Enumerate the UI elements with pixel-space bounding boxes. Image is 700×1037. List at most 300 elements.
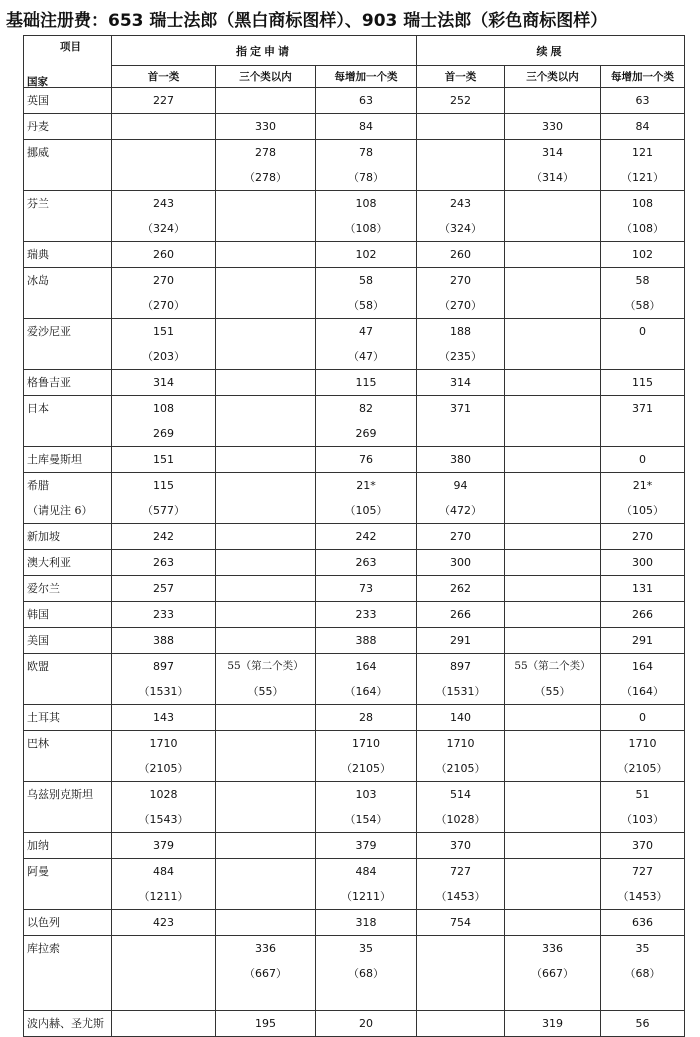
fee-value: （667） xyxy=(244,967,287,980)
fee-value: 121 xyxy=(632,146,654,159)
table-row xyxy=(24,524,685,550)
fee-value: 56 xyxy=(635,1017,650,1030)
country-name: 加纳 xyxy=(27,839,49,852)
country-cell xyxy=(24,550,112,576)
fee-value: 266 xyxy=(450,608,471,621)
fee-value: 102 xyxy=(355,248,377,261)
renewal-each-additional-cell xyxy=(601,473,685,524)
fee-value: 242 xyxy=(355,530,377,543)
renewal-three-classes-cell xyxy=(505,731,601,782)
fee-value: 195 xyxy=(255,1017,276,1030)
fee-value: （1211） xyxy=(341,890,391,903)
renewal-first-class-cell xyxy=(417,936,505,1011)
country-name: 以色列 xyxy=(27,916,60,929)
fee-value: 484 xyxy=(355,865,377,878)
table-row xyxy=(24,396,685,447)
renewal-three-classes-cell xyxy=(505,114,601,140)
fee-value: 140 xyxy=(450,711,471,724)
country-name: 丹麦 xyxy=(27,120,49,133)
fee-value: （68） xyxy=(624,967,661,980)
renewal-each-additional-cell xyxy=(601,602,685,628)
fee-value: 266 xyxy=(632,608,654,621)
fee-value: 314 xyxy=(542,146,563,159)
fee-value: 58 xyxy=(635,274,650,287)
fee-value: 28 xyxy=(359,711,373,724)
table-row xyxy=(24,319,685,370)
fee-value: 55（第二个类） xyxy=(514,660,591,672)
fee-value: 0 xyxy=(639,453,647,466)
fee-value: 188 xyxy=(450,325,471,338)
designated-each-additional-cell xyxy=(316,140,417,191)
fee-value: 233 xyxy=(153,608,174,621)
country-name: 巴林 xyxy=(27,737,49,750)
designated-first-class-cell xyxy=(112,140,216,191)
table-row xyxy=(24,782,685,833)
fee-value: 131 xyxy=(632,582,654,595)
fee-value: （324） xyxy=(142,222,185,235)
designated-three-classes-cell xyxy=(216,140,316,191)
designated-each-additional-cell xyxy=(316,242,417,268)
fee-value: 51 xyxy=(635,788,650,801)
table-row xyxy=(24,191,685,242)
fee-value: 260 xyxy=(450,248,471,261)
country-name: 新加坡 xyxy=(27,530,60,543)
fee-value: 243 xyxy=(153,197,174,210)
renewal-each-additional-cell xyxy=(601,859,685,910)
fee-value: 270 xyxy=(632,530,654,543)
renewal-each-additional-cell xyxy=(601,319,685,370)
fee-value: （270） xyxy=(142,299,185,312)
renewal-each-additional-cell xyxy=(601,628,685,654)
renewal-each-additional-cell xyxy=(601,268,685,319)
country-name: 韩国 xyxy=(27,608,49,621)
designated-first-class-cell xyxy=(112,268,216,319)
fee-value: 143 xyxy=(153,711,174,724)
fee-value: （1453） xyxy=(617,890,668,903)
fee-table xyxy=(23,35,685,1037)
designated-first-class-cell xyxy=(112,370,216,396)
renewal-three-classes-cell xyxy=(505,242,601,268)
renewal-first-class-cell xyxy=(417,550,505,576)
renewal-first-class-cell xyxy=(417,447,505,473)
fee-value: 73 xyxy=(359,582,373,595)
designated-each-additional-cell xyxy=(316,191,417,242)
fee-value: 1710 xyxy=(628,737,657,750)
renewal-first-class-cell xyxy=(417,654,505,705)
fee-value: 380 xyxy=(450,453,471,466)
country-cell xyxy=(24,654,112,705)
designated-three-classes-cell xyxy=(216,859,316,910)
country-cell xyxy=(24,396,112,447)
country-cell xyxy=(24,1011,112,1037)
country-cell xyxy=(24,140,112,191)
fee-value: 94 xyxy=(453,479,468,492)
renewal-first-class-cell xyxy=(417,910,505,936)
renewal-three-classes-cell xyxy=(505,833,601,859)
renewal-first-class-cell xyxy=(417,319,505,370)
renewal-three-classes-cell xyxy=(505,88,601,114)
renewal-three-classes-cell xyxy=(505,319,601,370)
fee-value: 1028 xyxy=(149,788,178,801)
designated-three-classes-header: 三个类以内 xyxy=(216,66,316,88)
designated-first-class-cell xyxy=(112,319,216,370)
fee-value: 897 xyxy=(153,660,174,673)
renewal-each-additional-cell xyxy=(601,396,685,447)
fee-value: 270 xyxy=(450,274,471,287)
renewal-three-classes-cell xyxy=(505,859,601,910)
fee-value: 330 xyxy=(542,120,563,133)
renewal-each-additional-cell xyxy=(601,140,685,191)
fee-value: 151 xyxy=(153,325,174,338)
designated-each-additional-cell xyxy=(316,550,417,576)
designated-three-classes-cell xyxy=(216,550,316,576)
country-name: 爱尔兰 xyxy=(27,582,60,595)
country-name: 阿曼 xyxy=(27,865,49,878)
country-cell xyxy=(24,628,112,654)
fee-value: （667） xyxy=(531,967,574,980)
renewal-first-class-cell xyxy=(417,782,505,833)
table-row xyxy=(24,370,685,396)
designated-each-additional-cell xyxy=(316,473,417,524)
renewal-each-additional-cell xyxy=(601,242,685,268)
fee-value: （1543） xyxy=(138,813,189,826)
fee-value: （58） xyxy=(624,299,661,312)
fee-value: （78） xyxy=(348,171,384,184)
renewal-each-additional-cell xyxy=(601,936,685,1011)
fee-value: （154） xyxy=(344,813,388,826)
designated-first-class-cell xyxy=(112,114,216,140)
fee-value: （58） xyxy=(348,299,384,312)
fee-value: 252 xyxy=(450,94,471,107)
fee-value: 314 xyxy=(153,376,174,389)
fee-value: 636 xyxy=(632,916,654,929)
designated-each-additional-cell xyxy=(316,731,417,782)
renewal-three-classes-cell xyxy=(505,473,601,524)
country-cell xyxy=(24,447,112,473)
renewal-three-classes-cell xyxy=(505,191,601,242)
designated-first-class-cell xyxy=(112,524,216,550)
country-header: 国家 xyxy=(27,76,48,88)
designated-three-classes-cell xyxy=(216,114,316,140)
designated-each-additional-cell xyxy=(316,319,417,370)
renewal-first-class-cell xyxy=(417,268,505,319)
designated-each-additional-cell xyxy=(316,859,417,910)
country-name: 希腊 xyxy=(27,479,49,492)
designated-each-additional-cell xyxy=(316,936,417,1011)
country-cell xyxy=(24,88,112,114)
country-cell xyxy=(24,910,112,936)
designated-first-class-cell xyxy=(112,910,216,936)
fee-value: （164） xyxy=(344,685,388,698)
table-row xyxy=(24,859,685,910)
designated-three-classes-cell xyxy=(216,782,316,833)
renewal-header: 续展 xyxy=(417,36,685,66)
designated-three-classes-cell xyxy=(216,191,316,242)
renewal-first-class-cell xyxy=(417,88,505,114)
fee-value: （164） xyxy=(621,685,665,698)
country-cell xyxy=(24,782,112,833)
fee-value: 370 xyxy=(450,839,471,852)
designated-each-additional-cell xyxy=(316,576,417,602)
renewal-three-classes-cell xyxy=(505,910,601,936)
fee-value: 35 xyxy=(635,942,650,955)
fee-value: 269 xyxy=(153,427,174,440)
fee-value: （2105） xyxy=(138,762,189,775)
renewal-first-class-cell xyxy=(417,731,505,782)
table-row xyxy=(24,936,685,1011)
designated-first-class-cell xyxy=(112,191,216,242)
renewal-first-class-cell xyxy=(417,191,505,242)
fee-value: 63 xyxy=(635,94,650,107)
designated-first-class-header: 首一类 xyxy=(112,66,216,88)
fee-value: 115 xyxy=(355,376,377,389)
renewal-first-class-cell xyxy=(417,576,505,602)
fee-value: （103） xyxy=(621,813,665,826)
renewal-three-classes-cell xyxy=(505,628,601,654)
fee-value: （55） xyxy=(247,685,284,698)
country-name: 波内赫、圣尤斯 xyxy=(27,1017,104,1030)
fee-value: （314） xyxy=(531,171,574,184)
renewal-three-classes-cell xyxy=(505,524,601,550)
renewal-three-classes-cell xyxy=(505,654,601,705)
country-cell xyxy=(24,576,112,602)
table-row xyxy=(24,576,685,602)
designated-three-classes-cell xyxy=(216,628,316,654)
designated-each-additional-cell xyxy=(316,447,417,473)
designated-three-classes-cell xyxy=(216,576,316,602)
fee-value: 370 xyxy=(632,839,654,852)
renewal-each-additional-cell xyxy=(601,88,685,114)
fee-value: （1531） xyxy=(138,685,189,698)
designated-each-additional-cell xyxy=(316,114,417,140)
fee-value: 371 xyxy=(450,402,471,415)
designated-first-class-cell xyxy=(112,628,216,654)
renewal-first-class-cell xyxy=(417,859,505,910)
fee-value: （203） xyxy=(142,350,185,363)
country-cell xyxy=(24,473,112,524)
designated-first-class-cell xyxy=(112,731,216,782)
designated-three-classes-cell xyxy=(216,602,316,628)
designated-first-class-cell xyxy=(112,473,216,524)
fee-value: 164 xyxy=(355,660,377,673)
designated-each-additional-cell xyxy=(316,88,417,114)
designated-three-classes-cell xyxy=(216,654,316,705)
fee-value: 243 xyxy=(450,197,471,210)
country-name: 英国 xyxy=(27,94,49,107)
country-cell xyxy=(24,370,112,396)
fee-value: 262 xyxy=(450,582,471,595)
renewal-first-class-cell xyxy=(417,396,505,447)
table-row xyxy=(24,550,685,576)
renewal-three-classes-header: 三个类以内 xyxy=(505,66,601,88)
fee-value: 336 xyxy=(255,942,276,955)
fee-value: 1710 xyxy=(352,737,380,750)
fee-value: （55） xyxy=(534,685,571,698)
fee-value: 423 xyxy=(153,916,174,929)
fee-value: 115 xyxy=(632,376,654,389)
country-name: 乌兹别克斯坦 xyxy=(27,788,93,801)
fee-value: 0 xyxy=(639,711,647,724)
renewal-three-classes-cell xyxy=(505,396,601,447)
designated-each-additional-cell xyxy=(316,602,417,628)
fee-value: 257 xyxy=(153,582,174,595)
renewal-first-class-header: 首一类 xyxy=(417,66,505,88)
designated-first-class-cell xyxy=(112,88,216,114)
designated-first-class-cell xyxy=(112,859,216,910)
fee-value: 55（第二个类） xyxy=(227,660,304,672)
fee-value: 300 xyxy=(450,556,471,569)
country-cell xyxy=(24,859,112,910)
country-name: 美国 xyxy=(27,634,49,647)
fee-value: 330 xyxy=(255,120,276,133)
header-corner xyxy=(24,36,112,88)
fee-value: 115 xyxy=(153,479,174,492)
fee-value: 21* xyxy=(632,479,653,492)
designated-first-class-cell xyxy=(112,833,216,859)
fee-value: 379 xyxy=(153,839,174,852)
fee-value: 233 xyxy=(355,608,377,621)
fee-value: （1531） xyxy=(435,685,486,698)
designated-each-additional-cell xyxy=(316,1011,417,1037)
designated-each-additional-cell xyxy=(316,524,417,550)
fee-value: 379 xyxy=(355,839,377,852)
fee-value: 727 xyxy=(632,865,654,878)
renewal-three-classes-cell xyxy=(505,550,601,576)
renewal-first-class-cell xyxy=(417,602,505,628)
fee-value: 1710 xyxy=(149,737,178,750)
designated-three-classes-cell xyxy=(216,447,316,473)
designated-first-class-cell xyxy=(112,782,216,833)
fee-value: 300 xyxy=(632,556,654,569)
fee-value: 102 xyxy=(632,248,654,261)
country-name: 土耳其 xyxy=(27,711,60,724)
fee-value: 0 xyxy=(639,325,647,338)
country-cell xyxy=(24,524,112,550)
table-row xyxy=(24,654,685,705)
designated-three-classes-cell xyxy=(216,268,316,319)
fee-value: 1710 xyxy=(446,737,475,750)
designated-each-additional-cell xyxy=(316,396,417,447)
fee-value: （324） xyxy=(439,222,482,235)
renewal-each-additional-cell xyxy=(601,550,685,576)
renewal-three-classes-cell xyxy=(505,1011,601,1037)
fee-value: （2105） xyxy=(435,762,486,775)
renewal-three-classes-cell xyxy=(505,782,601,833)
fee-value: （577） xyxy=(142,504,185,517)
fee-value: 20 xyxy=(359,1017,373,1030)
fee-value: （105） xyxy=(344,504,388,517)
fee-value: （1453） xyxy=(435,890,486,903)
fee-value: （105） xyxy=(621,504,665,517)
country-cell xyxy=(24,191,112,242)
country-cell xyxy=(24,242,112,268)
fee-value: 108 xyxy=(355,197,377,210)
fee-value: 84 xyxy=(635,120,650,133)
fee-value: 82 xyxy=(359,402,373,415)
fee-value: 514 xyxy=(450,788,471,801)
designated-first-class-cell xyxy=(112,1011,216,1037)
table-row xyxy=(24,910,685,936)
fee-value: 336 xyxy=(542,942,563,955)
designated-three-classes-cell xyxy=(216,936,316,1011)
fee-value: （235） xyxy=(439,350,482,363)
fee-value: 263 xyxy=(355,556,377,569)
fee-value: 63 xyxy=(359,94,373,107)
fee-value: （278） xyxy=(244,171,287,184)
country-name: 挪威 xyxy=(27,146,49,159)
renewal-each-additional-cell xyxy=(601,731,685,782)
country-cell xyxy=(24,602,112,628)
renewal-each-additional-cell xyxy=(601,370,685,396)
table-row xyxy=(24,833,685,859)
renewal-first-class-cell xyxy=(417,370,505,396)
table-row xyxy=(24,140,685,191)
table-row xyxy=(24,1011,685,1037)
country-name: （请见注 6） xyxy=(27,504,93,517)
country-name: 爱沙尼亚 xyxy=(27,325,71,338)
table-row xyxy=(24,473,685,524)
fee-value: 318 xyxy=(355,916,377,929)
fee-value: （2105） xyxy=(341,762,391,775)
designated-each-additional-cell xyxy=(316,833,417,859)
country-cell xyxy=(24,833,112,859)
fee-value: （1028） xyxy=(435,813,486,826)
fee-value: 484 xyxy=(153,865,174,878)
renewal-first-class-cell xyxy=(417,628,505,654)
designated-three-classes-cell xyxy=(216,1011,316,1037)
renewal-each-additional-cell xyxy=(601,191,685,242)
fee-value: 314 xyxy=(450,376,471,389)
renewal-three-classes-cell xyxy=(505,705,601,731)
country-cell xyxy=(24,268,112,319)
country-name: 库拉索 xyxy=(27,942,60,955)
designated-first-class-cell xyxy=(112,936,216,1011)
fee-value: （68） xyxy=(348,967,384,980)
country-cell xyxy=(24,319,112,370)
country-cell xyxy=(24,705,112,731)
fee-value: 388 xyxy=(153,634,174,647)
fee-value: 291 xyxy=(632,634,654,647)
designated-first-class-cell xyxy=(112,654,216,705)
renewal-three-classes-cell xyxy=(505,370,601,396)
designated-first-class-cell xyxy=(112,705,216,731)
item-header: 项目 xyxy=(60,41,81,53)
table-row xyxy=(24,628,685,654)
designated-three-classes-cell xyxy=(216,473,316,524)
country-name: 格鲁吉亚 xyxy=(27,376,71,389)
fee-value: 897 xyxy=(450,660,471,673)
table-row xyxy=(24,242,685,268)
country-cell xyxy=(24,114,112,140)
table-row xyxy=(24,447,685,473)
renewal-three-classes-cell xyxy=(505,140,601,191)
renewal-three-classes-cell xyxy=(505,936,601,1011)
renewal-first-class-cell xyxy=(417,114,505,140)
fee-value: 164 xyxy=(632,660,654,673)
fee-value: 108 xyxy=(153,402,174,415)
renewal-each-additional-cell xyxy=(601,576,685,602)
fee-value: 269 xyxy=(355,427,377,440)
designated-each-additional-header: 每增加一个类 xyxy=(316,66,417,88)
fee-value: 76 xyxy=(359,453,373,466)
renewal-each-additional-header: 每增加一个类 xyxy=(601,66,685,88)
fee-value: 242 xyxy=(153,530,174,543)
country-name: 澳大利亚 xyxy=(27,556,71,569)
designated-three-classes-cell xyxy=(216,731,316,782)
country-name: 欧盟 xyxy=(27,660,49,673)
fee-value: 278 xyxy=(255,146,276,159)
designated-three-classes-cell xyxy=(216,910,316,936)
